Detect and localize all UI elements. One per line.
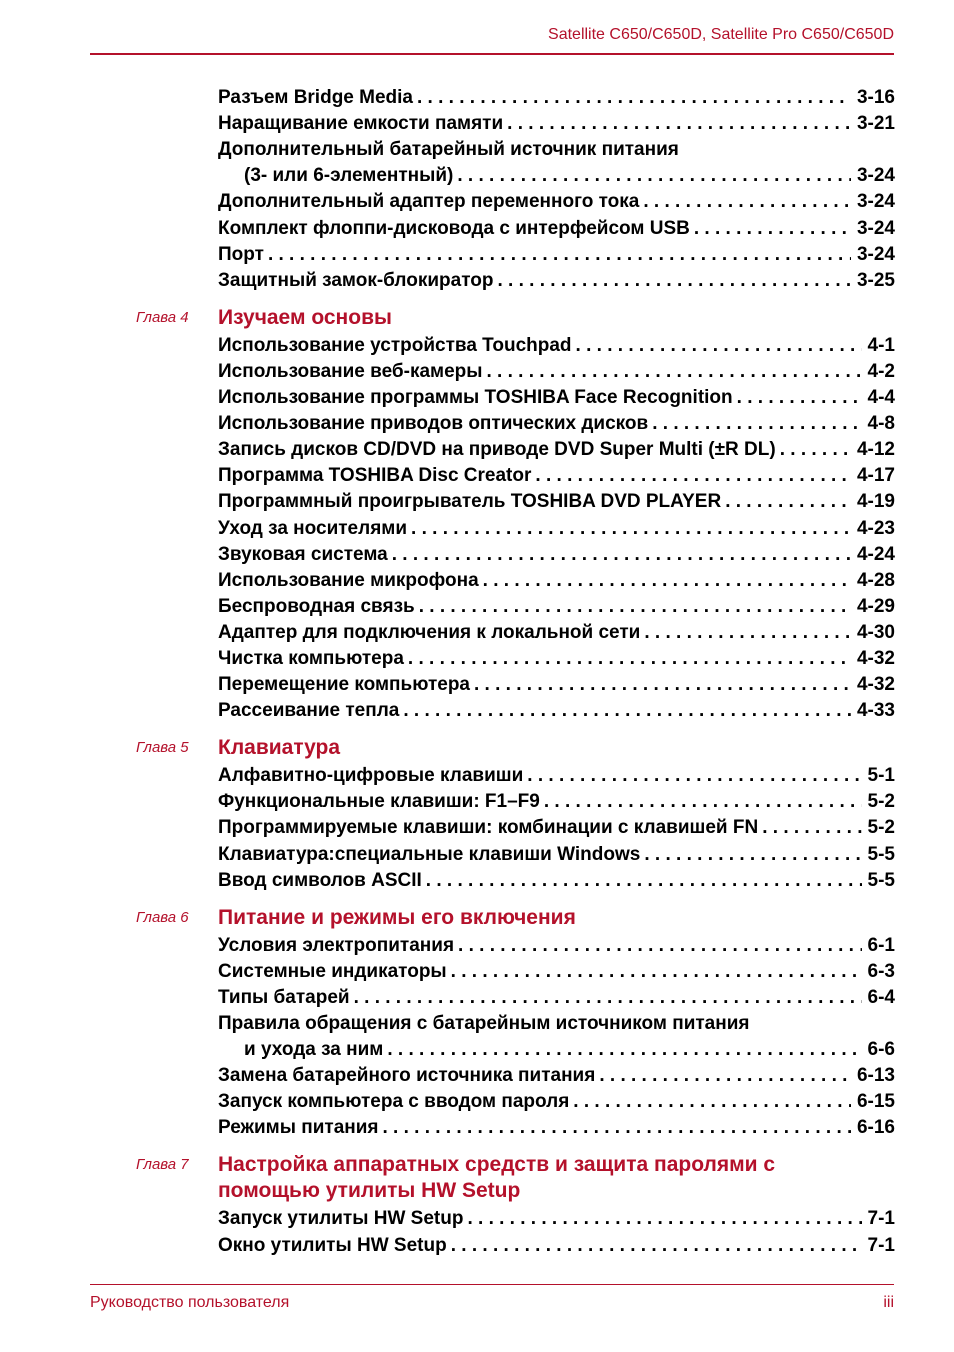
chapter-title-line2: помощью утилиты HW Setup [218,1179,521,1203]
toc-entry[interactable] [218,592,895,618]
toc-entry[interactable] [218,1204,895,1230]
entry-page: 4-19 [856,491,895,513]
toc-entry[interactable] [218,1113,895,1139]
toc-entry[interactable] [218,957,895,983]
entry-page: 5-2 [867,791,895,813]
chapter-5 [136,735,895,891]
entry-page: 7-1 [867,1234,895,1256]
entry-page: 4-28 [856,569,895,591]
chapter-label: Глава 5 [136,739,189,757]
entry-page: 6-3 [867,960,895,982]
entry-page: 4-12 [856,439,895,461]
entry-title: Условия электропитания [218,934,455,956]
entry-title: Запись дисков CD/DVD на приводе DVD Super Multi (±R DL) [218,439,776,461]
dot-leader [573,1091,851,1113]
entry-page: 6-13 [856,1065,895,1087]
entry-page: 3-24 [856,165,895,187]
chapter-title: Клавиатура [218,736,341,760]
entry-title: Использование устройства Touchpad [218,334,572,356]
dot-leader [417,87,851,109]
entry-title: Программируемые клавиши: комбинации с клавишей FN [218,817,759,839]
entry-title: Разъем Bridge Media [218,87,413,109]
dot-leader [576,335,862,357]
toc-entry[interactable] [218,487,895,513]
chapter-label: Глава 7 [136,1156,189,1174]
chapter-heading[interactable] [136,1152,895,1178]
toc-entry[interactable] [218,135,895,161]
dot-leader [451,1235,862,1257]
entry-page: 4-33 [856,700,895,722]
dot-leader [644,622,851,644]
dot-leader [392,544,851,566]
entry-title: Окно утилиты HW Setup [218,1234,447,1256]
entry-title: Использование микрофона [218,569,479,591]
dot-leader [387,1039,861,1061]
dot-leader [535,465,851,487]
dot-leader [354,987,862,1009]
toc-entry[interactable] [218,618,895,644]
entry-title: Комплект флоппи-дисковода с интерфейсом USB [218,217,690,239]
entry-page: 4-24 [856,543,895,565]
toc-entry[interactable] [218,213,895,239]
dot-leader [403,700,851,722]
entry-title: Программный проигрыватель TOSHIBA DVD PLAYER [218,491,722,513]
toc-entry[interactable] [218,331,895,357]
footer-manual-title: Руководство пользователя [90,1294,290,1311]
footer-rule [90,1284,894,1285]
entry-page: 4-32 [856,647,895,669]
entry-page: 3-21 [856,113,895,135]
toc-entry[interactable] [218,1009,895,1035]
entry-title: Алфавитно-цифровые клавиши [218,765,524,787]
entry-title: Замена батарейного источника питания [218,1065,596,1087]
entry-page: 4-17 [856,465,895,487]
entry-page: 4-2 [867,360,895,382]
toc-entry[interactable] [218,1061,895,1087]
dot-leader [458,935,861,957]
entry-title: (3- или 6-элементный) [244,165,454,187]
toc-entry[interactable] [218,240,895,266]
entry-title: Использование программы TOSHIBA Face Recognition [218,387,733,409]
entry-title: Режимы питания [218,1117,379,1139]
entry-page: 4-29 [856,595,895,617]
entry-title: Системные индикаторы [218,960,447,982]
table-of-contents [136,83,895,1257]
toc-entry[interactable] [218,1230,895,1256]
entry-page: 6-1 [867,934,895,956]
entry-title: Использование приводов оптических дисков [218,413,649,435]
dot-leader [451,961,862,983]
entry-page: 4-8 [867,413,895,435]
dot-leader [762,817,861,839]
toc-entry[interactable] [218,787,895,813]
dot-leader [652,413,861,435]
entry-title: Беспроводная связь [218,595,415,617]
dot-leader [467,1208,861,1230]
chapter-title: Питание и режимы его включения [218,905,576,929]
dot-leader [426,870,862,892]
entry-page: 5-5 [867,843,895,865]
entry-title: и ухода за ним [244,1039,384,1061]
toc-entry[interactable] [218,513,895,539]
entry-title: Запуск компьютера с вводом пароля [218,1091,570,1113]
entry-page: 4-32 [856,674,895,696]
dot-leader [419,596,851,618]
chapter-heading[interactable] [136,305,895,331]
toc-entry[interactable] [218,813,895,839]
chapter-heading-line2[interactable] [218,1178,895,1204]
entry-page: 3-24 [856,243,895,265]
entry-title: Дополнительный батарейный источник питания [218,139,679,161]
entry-title: Дополнительный адаптер переменного тока [218,191,640,213]
entry-page: 4-4 [867,387,895,409]
toc-entry[interactable] [218,409,895,435]
page-number: iii [883,1294,894,1311]
toc-entry[interactable] [218,357,895,383]
entry-title: Адаптер для подключения к локальной сети [218,621,641,643]
entry-title: Использование веб-камеры [218,360,483,382]
toc-entry[interactable] [218,109,895,135]
entry-title: Рассеивание тепла [218,700,400,722]
toc-entry[interactable] [218,866,895,892]
entry-title: Типы батарей [218,986,350,1008]
entry-title: Чистка компьютера [218,647,404,669]
dot-leader [780,439,851,461]
toc-entry[interactable] [218,461,895,487]
chapter-label: Глава 4 [136,308,189,326]
dot-leader [483,570,851,592]
entry-title: Звуковая система [218,543,388,565]
dot-leader [643,191,851,213]
dot-leader [497,270,850,292]
entry-title: Уход за носителями [218,517,408,539]
dot-leader [694,218,851,240]
toc-entry[interactable] [218,1087,895,1113]
dot-leader [507,113,851,135]
toc-entry-continuation[interactable] [218,161,895,187]
dot-leader [527,765,861,787]
dot-leader [544,791,862,813]
chapter-heading[interactable] [136,905,895,931]
dot-leader [383,1117,851,1139]
header-rule [90,53,894,55]
entry-title: Защитный замок-блокиратор [218,269,494,291]
entry-page: 7-1 [867,1208,895,1230]
entry-page: 3-24 [856,217,895,239]
entry-title: Наращивание емкости памяти [218,113,504,135]
chapter-6 [136,905,895,1140]
toc-entry[interactable] [218,696,895,722]
entry-page: 4-1 [867,334,895,356]
entry-title: Перемещение компьютера [218,674,470,696]
dot-leader [644,844,861,866]
entry-title: Порт [218,243,264,265]
intro-section [218,83,895,292]
toc-entry[interactable] [218,644,895,670]
chapter-heading[interactable] [136,735,895,761]
dot-leader [487,361,862,383]
entry-page: 4-23 [856,517,895,539]
dot-leader [474,674,851,696]
running-header: Satellite C650/C650D, Satellite Pro C650/C650D [548,26,894,43]
toc-entry-continuation[interactable] [218,1035,895,1061]
entry-title: Функциональные клавиши: F1–F9 [218,791,540,813]
toc-entry[interactable] [218,540,895,566]
entry-title: Программа TOSHIBA Disc Creator [218,465,532,487]
toc-entry[interactable] [218,383,895,409]
entry-page: 3-16 [856,87,895,109]
chapter-title: Настройка аппаратных средств и защита паролями с [218,1153,776,1177]
toc-entry[interactable] [218,931,895,957]
entry-page: 6-4 [867,986,895,1008]
toc-entry[interactable] [218,983,895,1009]
chapter-4 [136,305,895,722]
dot-leader [599,1065,851,1087]
entry-page: 3-25 [856,269,895,291]
entry-title: Запуск утилиты HW Setup [218,1208,464,1230]
entry-page: 5-1 [867,765,895,787]
dot-leader [737,387,862,409]
entry-page: 5-5 [867,869,895,891]
toc-entry[interactable] [218,187,895,213]
dot-leader [408,648,851,670]
chapter-7 [136,1152,895,1256]
dot-leader [411,518,851,540]
entry-title: Ввод символов ASCII [218,869,422,891]
entry-page: 6-15 [856,1091,895,1113]
toc-entry[interactable] [218,435,895,461]
toc-entry[interactable] [218,266,895,292]
toc-entry[interactable] [218,83,895,109]
entry-page: 6-6 [867,1039,895,1061]
entry-page: 6-16 [856,1117,895,1139]
toc-entry[interactable] [218,839,895,865]
toc-entry[interactable] [218,566,895,592]
entry-title: Клавиатура:специальные клавиши Windows [218,843,641,865]
dot-leader [268,244,851,266]
toc-entry[interactable] [218,670,895,696]
chapter-label: Глава 6 [136,908,189,926]
entry-page: 5-2 [867,817,895,839]
entry-page: 3-24 [856,191,895,213]
dot-leader [457,165,851,187]
toc-entry[interactable] [218,761,895,787]
entry-page: 4-30 [856,621,895,643]
chapter-title: Изучаем основы [218,305,392,329]
entry-title: Правила обращения с батарейным источником питания [218,1013,750,1034]
dot-leader [725,491,851,513]
